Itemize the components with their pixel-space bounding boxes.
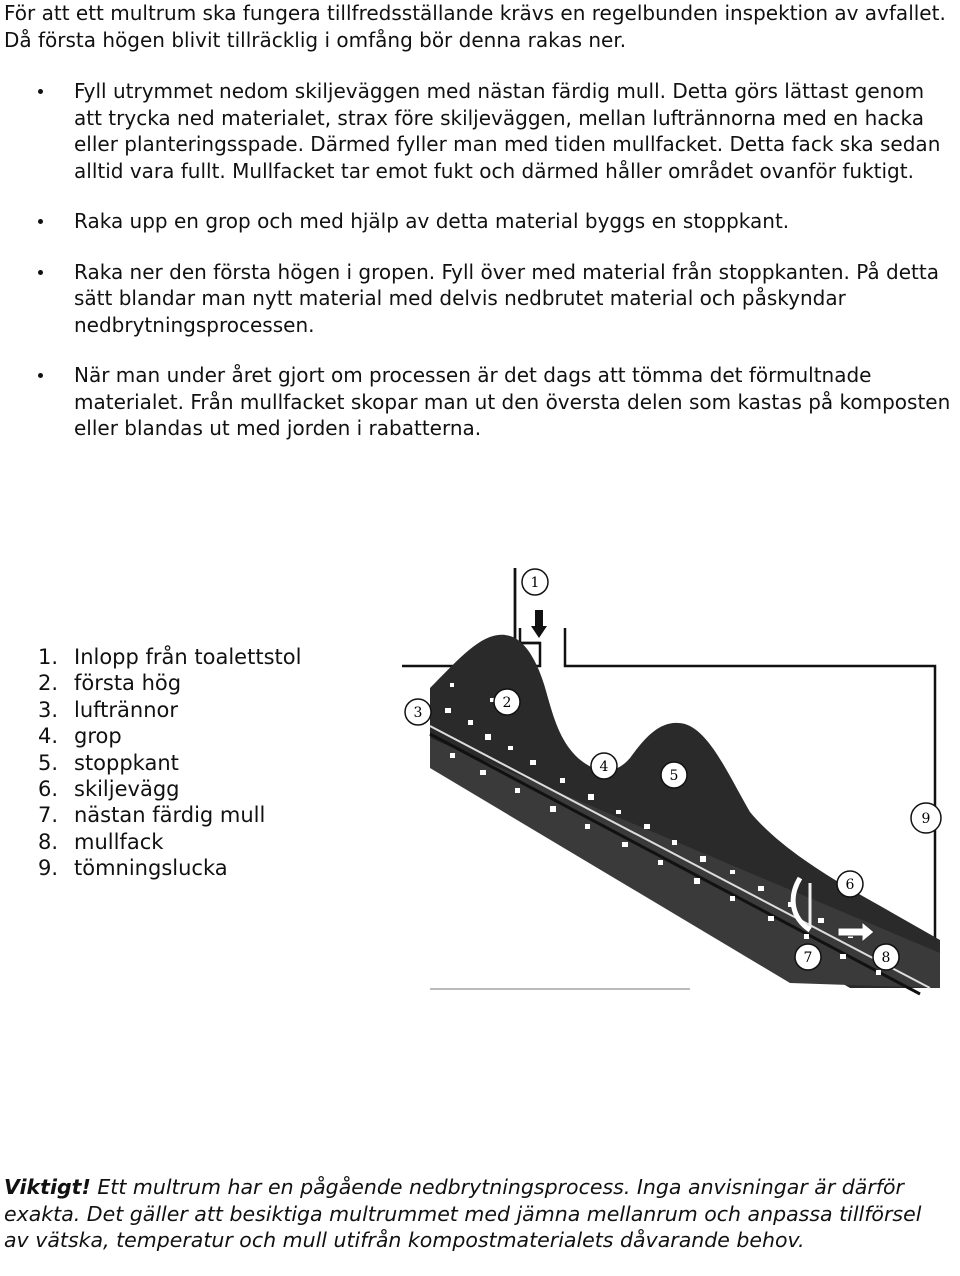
legend-item: 8. mullfack — [38, 829, 164, 854]
svg-text:9: 9 — [921, 811, 931, 827]
legend-item: 1. Inlopp från toalettstol — [38, 645, 302, 669]
note-strong: Viktigt! — [4, 1175, 91, 1199]
marker-3 — [405, 699, 431, 725]
diagram-legend — [38, 644, 301, 882]
svg-text:6: 6 — [845, 877, 855, 893]
svg-text:7: 7 — [803, 950, 813, 966]
bullet-icon — [38, 270, 43, 275]
multrum-diagram — [390, 548, 950, 998]
marker-7 — [795, 944, 821, 970]
inlet-arrow-icon — [531, 610, 547, 638]
bullet-icon — [38, 219, 43, 224]
list-item-text: När man under året gjort om processen är det dags att tömma det förmultnade materialet. Från mullfacket skopar man ut den översta delen som kastas på komposten eller blandas ut med jorden i rabatterna. — [74, 363, 951, 440]
legend-item: 9. tömningslucka — [38, 856, 228, 881]
important-note — [4, 1174, 934, 1254]
legend-item: 7. nästan färdig mull — [38, 803, 266, 828]
svg-text:1: 1 — [530, 575, 540, 591]
list-item-text: Raka ner den första högen i gropen. Fyll över med material från stoppkanten. På detta sätt blandar man nytt material med delvis nedbrutet material och påskyndar nedbrytningsprocessen. — [74, 259, 939, 337]
svg-text:3: 3 — [413, 705, 423, 721]
marker-2 — [494, 689, 520, 715]
note-text: Ett multrum har en pågående nedbrytningsprocess. Inga anvisningar är därför exakta. Det gäller att besiktiga multrummet med jämna mellanrum och anpassa tillförsel av vätska, temperatur och mull utifrån kompostmaterialets dåvarande behov. — [4, 1175, 922, 1252]
svg-text:5: 5 — [669, 768, 679, 784]
marker-8 — [873, 944, 899, 970]
instruction-list — [0, 78, 958, 466]
list-item — [0, 362, 958, 442]
legend-item: 2. första hög — [38, 671, 182, 696]
list-item — [0, 259, 958, 339]
legend-item: 3. luftrännor — [38, 697, 179, 722]
marker-9 — [911, 803, 941, 833]
list-item — [0, 78, 958, 184]
legend-item: 5. stoppkant — [38, 750, 179, 775]
marker-6 — [837, 871, 863, 897]
intro-paragraph: För att ett multrum ska fungera tillfredsställande krävs en regelbunden inspektion av avfallet. Då första högen blivit tillräcklig i omfång bör denna rakas ner. — [4, 1, 946, 52]
legend-item: 6. skiljevägg — [38, 776, 180, 801]
list-item-text: Raka upp en grop och med hjälp av detta material byggs en stoppkant. — [74, 209, 790, 233]
svg-text:4: 4 — [599, 759, 609, 775]
marker-4 — [591, 753, 617, 779]
legend-item: 4. grop — [38, 724, 122, 749]
bullet-icon — [38, 373, 43, 378]
svg-text:2: 2 — [502, 695, 512, 711]
marker-5 — [661, 762, 687, 788]
bottom-box — [430, 928, 688, 988]
bullet-icon — [38, 89, 43, 94]
list-item — [0, 208, 958, 235]
svg-text:8: 8 — [881, 950, 891, 966]
list-item-text: Fyll utrymmet nedom skiljeväggen med nästan färdig mull. Detta görs lättast genom att trycka ned materialet, strax före skiljeväggen, mellan luftrännorna med en hacka eller planteringsspade. Därmed fyller man med tiden mullfacket. Detta fack ska sedan alltid vara fullt. Mullfacket tar emot fukt och därmed håller området ovanför fuktigt. — [74, 79, 941, 183]
marker-1 — [522, 569, 548, 595]
